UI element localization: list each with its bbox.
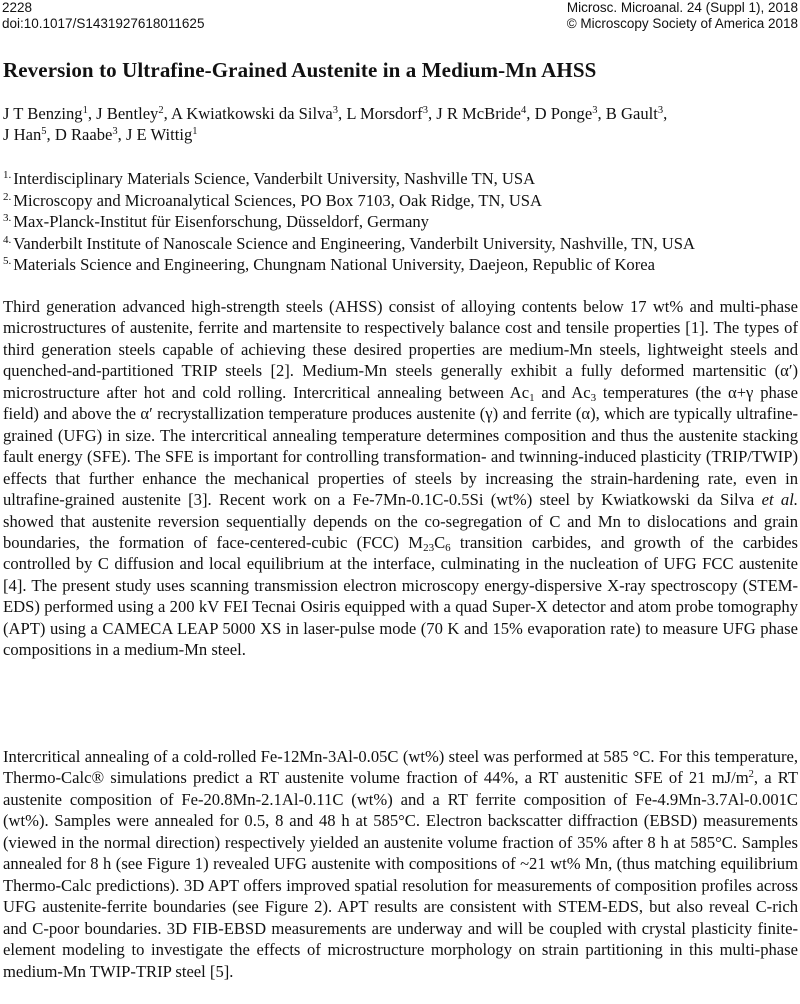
affiliation: $^{5.}$ Materials Science and Engineering, Chungnam National University, Daejeon, Republic of Korea [3, 255, 655, 274]
doi: doi:10.1017/S1431927618011625 [2, 16, 205, 31]
author: J Bentley$^2$ [96, 104, 164, 123]
body-paragraph-2: Intercritical annealing of a cold-rolled Fe-12Mn-3Al-0.05C (wt%) steel was performed at 585 °C. For this temperature, Thermo-Calc® simulations predict a RT austenite volume fraction of 44%, a RT austenitic SFE of 21 $mJ/m^2$, a RT austenite composition of Fe-20.8Mn-2.1Al-0.11C (wt%) and a RT ferrite composition of Fe-4.9Mn-3.7Al-0.001C (wt%). Samples were annealed for 0.5, 8 and 48 h at 585°C. Electron backscatter diffraction (EBSD) measurements (viewed in the normal direction) respectively yielded an austenite volume fraction of 35% after 8 h at 585°C. Samples annealed for 8 h (see Figure 1) revealed UFG austenite with compositions of ~21 wt% Mn, (thus matching equilibrium Thermo-Calc predictions). 3D APT offers improved spatial resolution for measurements of composition profiles across UFG austenite-ferrite boundaries (see Figure 2). APT results are consistent with STEM-EDS, but also reveal C-rich and C-poor boundaries. 3D FIB-EBSD measurements are underway and will be coupled with crystal plasticity finite-element modeling to investigate the effects of microstructure morphology on strain partitioning in this multi-phase medium-Mn TWIP-TRIP steel [5]. [3, 747, 798, 981]
affiliation: $^{1.}$ Interdisciplinary Materials Science, Vanderbilt University, Nashville TN, USA [3, 169, 536, 188]
page-header [0, 0, 800, 34]
affiliation: $^{4.}$ Vanderbilt Institute of Nanoscale Science and Engineering, Vanderbilt University, Nashville, TN, USA [3, 233, 695, 253]
author: J E Wittig$^1$ [125, 125, 198, 144]
affiliation: $^{3.}$ Max-Planck-Institut für Eisenforschung, Düsseldorf, Germany [3, 212, 429, 231]
copyright: © Microscopy Society of America 2018 [566, 16, 798, 31]
paper-title: Reversion to Ultrafine-Grained Austenite in a Medium-Mn AHSS [3, 58, 597, 82]
author: L Morsdorf$^3$ [346, 104, 428, 123]
author-list: J T Benzing$^1$, J Bentley$^2$, A Kwiatkowski da Silva$^3$, L Morsdorf$^3$, J R McBride$^4$, D Ponge$^3$, B Gault$^3$, J Han$^5$, D Raabe$^3$, J E Wittig$^1$ [3, 104, 668, 144]
affiliation-list [3, 168, 800, 276]
author: A Kwiatkowski da Silva$^3$ [171, 104, 339, 123]
author: B Gault$^3$ [605, 104, 664, 123]
author: D Ponge$^3$ [534, 104, 598, 123]
author: J R McBride$^4$ [436, 104, 527, 123]
author: J Han$^5$ [3, 125, 47, 144]
page-number: 2228 [2, 0, 33, 15]
author: D Raabe$^3$ [54, 125, 118, 144]
header-right [567, 0, 798, 32]
affiliation: $^{2.}$ Microscopy and Microanalytical Sciences, PO Box 7103, Oak Ridge, TN, USA [3, 190, 543, 210]
journal-citation: Microsc. Microanal. 24 (Suppl 1), 2018 [566, 0, 798, 15]
body-paragraph-1: Third generation advanced high-strength steels (AHSS) consist of alloying contents below 17 wt% and multi-phase microstructures of austenite, ferrite and martensite to respectively balance cost and tensile properties [1]. The types of third generation steels capable of achieving these desired properties are medium-Mn steels, lightweight steels and quenched-and-partitioned TRIP steels [2]. Medium-Mn steels generally exhibit a fully deformed martensitic (α′) microstructure after hot and cold rolling. Intercritical annealing between $Ac_1$ and $Ac_3$ temperatures (the α+γ phase field) and above the α′ recrystallization temperature produces austenite (γ) and ferrite (α), which are typically ultrafine-grained (UFG) in size. The intercritical annealing temperature determines composition and thus the austenite stacking fault energy (SFE). The SFE is important for controlling transformation- and twinning-induced plasticity (TRIP/TWIP) effects that further enhance the mechanical properties of steels by increasing the strain-hardening rate, even in ultrafine-grained austenite [3]. Recent work on a Fe-7Mn-0.1C-0.5Si (wt%) steel by Kwiatkowski da Silva et al. showed that austenite reversion sequentially depends on the co-segregation of C and Mn to dislocations and grain boundaries, the formation of face-centered-cubic (FCC) $M_{23}C_6$ transition carbides, and growth of the carbides controlled by C diffusion and local equilibrium at the interface, culminating in the nucleation of UFG FCC austenite [4]. The present study uses scanning transmission electron microscopy energy-dispersive X-ray spectroscopy (STEM-EDS) performed using a 200 kV FEI Tecnai Osiris equipped with a quad Super-X detector and atom probe tomography (APT) using a CAMECA LEAP 5000 XS in laser-pulse mode (70 K and 15% evaporation rate) to measure UFG phase compositions in a medium-Mn steel. [3, 297, 798, 660]
author: J T Benzing$^1$ [3, 104, 88, 123]
header-left [2, 0, 204, 32]
